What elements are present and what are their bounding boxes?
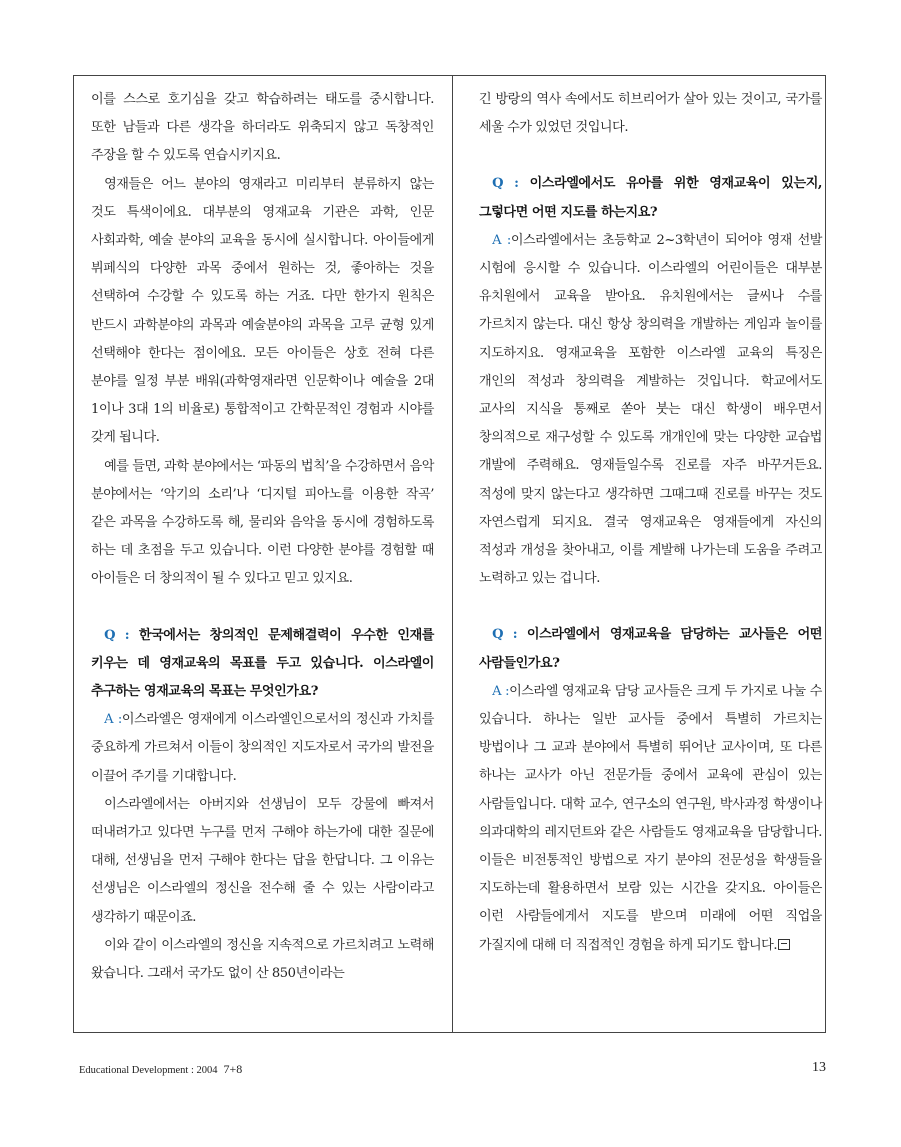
answer-2 [479, 227, 822, 594]
answer-1 [91, 706, 434, 791]
right-paragraph-1: 긴 방랑의 역사 속에서도 히브리어가 살아 있는 것이고, 국가를 세울 수가 있었던 것입니다. [479, 92, 822, 136]
page-number: 13 [812, 1060, 826, 1075]
question-text: 이스라엘에서도 유아를 위한 영재교육이 있는지, 그렇다면 어떤 지도를 하는지요? [479, 176, 823, 220]
left-paragraph-2: 영재들은 어느 분야의 영재라고 미리부터 분류하지 않는 것도 특색이에요. 대부분의 영재교육 기관은 과학, 인문 사회과학, 예술 분야의 교육을 동시에 실시합니다. 아이들에게 뷔페식의 다양한 과목 중에서 원하는 것, 좋아하는 것을 선택하여 수강할 수 있도록 하는 거죠. 다만 한가지 원칙은 반드시 과학분야의 과목과 예술분야의 과목을 고루 균형 있게 선택해야 한다는 점이에요. 모든 아이들은 상호 전혀 다른 분야를 일정 부분 배워(과학영재라면 인문학이나 예술을 2대 1이나 3대 1의 비율로) 통합적이고 간학문적인 경험과 시야를 갖게 됩니다. [91, 176, 434, 446]
question-label: Q : [492, 627, 518, 643]
left-paragraph-4: 이스라엘에서는 아버지와 선생님이 모두 강물에 빠져서 떠내려가고 있다면 누구를 먼저 구해야 하는가에 대한 질문에 대해, 선생님을 먼저 구해야 한다는 답을 한답니다. 그 이유는 선생님은 이스라엘의 정신을 전수해 줄 수 있는 사람이라고 생각하기 때문이죠. [91, 796, 434, 925]
question-text: 이스라엘에서 영재교육을 담당하는 교사들은 어떤 사람들인가요? [479, 627, 822, 671]
left-paragraph-3: 예를 들면, 과학 분야에서는 ‘파동의 법칙’을 수강하면서 음악 분야에서는 ‘악기의 소리’나 ‘디지털 피아노를 이용한 작곡’ 같은 과목을 수강하도록 해, 물리와 음악을 동시에 경험하도록 하는 데 초점을 두고 있습니다. 이런 다양한 분야를 경험할 때 아이들은 더 창의적이 될 수 있다고 믿고 있지요. [91, 458, 434, 587]
answer-text: 이스라엘 영재교육 담당 교사들은 크게 두 가지로 나눌 수 있습니다. 하나는 일반 교사들 중에서 특별히 가르치는 방법이나 그 교과 분야에서 특별히 뛰어난 교사이며, 또 다른 하나는 교사가 아닌 전문가들 중에서 교육에 관심이 있는 사람들입니다. 대학 교수, 연구소의 연구원, 박사과정 학생이나 의과대학의 레지던트와 같은 사람들도 영재교육을 담당합니다. 이들은 비전통적인 방법으로 자기 분야의 전문성을 학생들을 지도하는데 활용하면서 보람 있는 시간을 갖지요. 아이들은 이런 사람들에게서 지도를 받으며 미래에 어떤 직업을 가질지에 대해 더 직접적인 경험을 하게 되기도 합니다. [479, 683, 822, 953]
answer-label: A : [492, 232, 511, 248]
issue-number: 7+8 [223, 1062, 243, 1076]
answer-3 [479, 678, 822, 960]
answer-text: 이스라엘은 영재에게 이스라엘인으로서의 정신과 가치를 중요하게 가르쳐서 이들이 창의적인 지도자로서 국가의 발전을 이끌어 주기를 기대합니다. [91, 712, 434, 784]
end-of-article-icon [778, 939, 790, 950]
right-column [479, 86, 822, 960]
question-1 [91, 622, 434, 707]
left-paragraph-1: 이를 스스로 호기심을 갖고 학습하려는 태도를 중시합니다. 또한 남들과 다른 생각을 하더라도 위축되지 않고 독창적인 주장을 할 수 있도록 연습시키지요. [91, 92, 434, 164]
answer-label: A : [104, 712, 122, 728]
question-text: 한국에서는 창의적인 문제해결력이 우수한 인재를 키우는 데 영재교육의 목표를 두고 있습니다. 이스라엘이 추구하는 영재교육의 목표는 무엇인가요? [91, 627, 434, 700]
journal-title: Educational Development : 2004 [79, 1065, 218, 1076]
answer-text: 이스라엘에서는 초등학교 2~3학년이 되어야 영재 선발 시험에 응시할 수 있습니다. 이스라엘의 어린이들은 대부분 유치원에서 교육을 받아요. 유치원에서는 글씨나 수를 가르치지 않는다. 대신 항상 창의력을 개발하는 게임과 놀이를 지도하지요. 영재교육을 포함한 이스라엘 교육의 특징은 개인의 적성과 창의력을 계발하는 것입니다. 학교에서도 교사의 지식을 통째로 쏟아 붓는 대신 학생이 배우면서 창의적으로 재구성할 수 있도록 개개인에 맞는 다양한 교습법 개발에 주력해요. 영재들일수록 진로를 자주 바꾸거든요. 적성에 맞지 않는다고 생각하면 그때그때 진로를 바꾸는 것도 자연스럽게 되지요. 결국 영재교육은 영재들에게 자신의 적성과 개성을 찾아내고, 이를 계발해 나가는데 도움을 주려고 노력하고 있는 겁니다. [479, 232, 822, 587]
question-label: Q : [492, 176, 519, 192]
left-column [91, 86, 434, 988]
footer-journal [79, 1062, 242, 1077]
left-paragraph-5: 이와 같이 이스라엘의 정신을 지속적으로 가르치려고 노력해 왔습니다. 그래서 국가도 없이 산 850년이라는 [91, 937, 434, 982]
answer-label: A : [492, 683, 510, 699]
column-divider [452, 75, 453, 1033]
question-3 [479, 621, 822, 677]
question-2 [479, 170, 822, 226]
question-label: Q : [104, 627, 130, 643]
